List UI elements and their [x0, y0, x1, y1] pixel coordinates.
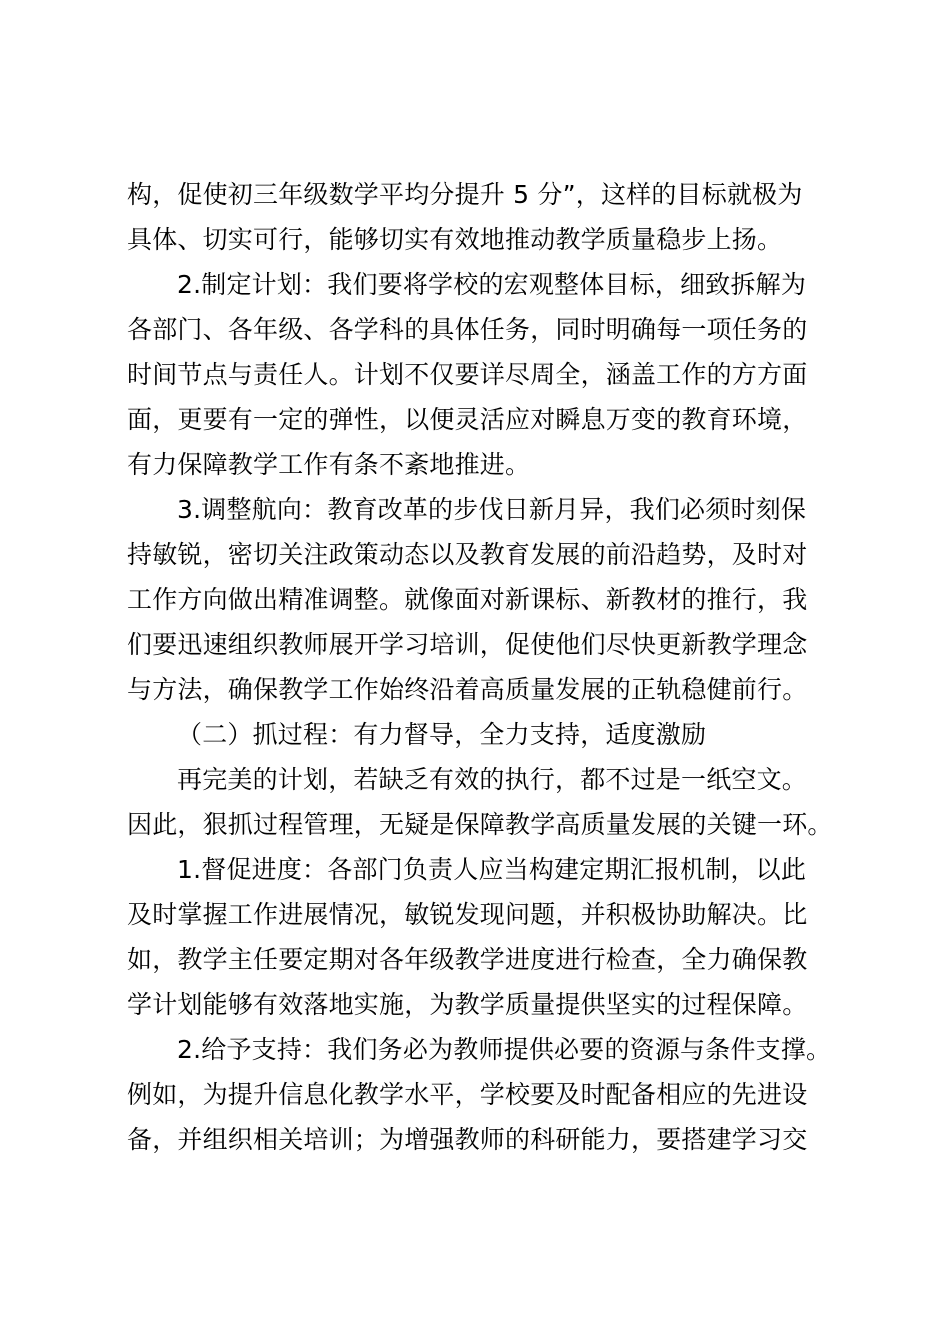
- text-line: 与方法，确保教学工作始终沿着高质量发展的正轨稳健前行。: [127, 675, 808, 704]
- text-line: 各部门、各年级、各学科的具体任务，同时明确每一项任务的: [127, 315, 808, 344]
- text-line: 有力保障教学工作有条不紊地推进。: [127, 450, 531, 479]
- paragraph-start: 再完美的计划，若缺乏有效的执行，都不过是一纸空文。: [177, 765, 808, 794]
- text-line: 持敏锐，密切关注政策动态以及教育发展的前沿趋势，及时对: [127, 540, 808, 569]
- paragraph-start: 3.调整航向：教育改革的步伐日新月异，我们必须时刻保: [177, 495, 807, 524]
- document-body: [127, 172, 847, 1162]
- text-line: 工作方向做出精准调整。就像面对新课标、新教材的推行，我: [127, 585, 808, 614]
- text-line: 备，并组织相关培训；为增强教师的科研能力，要搭建学习交: [127, 1125, 808, 1154]
- text-line: 具体、切实可行，能够切实有效地推动教学质量稳步上扬。: [127, 225, 783, 254]
- text-line: 例如，为提升信息化教学水平，学校要及时配备相应的先进设: [127, 1080, 808, 1109]
- paragraph-start: 1.督促进度：各部门负责人应当构建定期汇报机制，以此: [177, 855, 807, 884]
- text-line: 如，教学主任要定期对各年级教学进度进行检查，全力确保教: [127, 945, 808, 974]
- text-line: 构，促使初三年级数学平均分提升 5 分”，这样的目标就极为: [127, 180, 803, 209]
- text-line: 们要迅速组织教师展开学习培训，促使他们尽快更新教学理念: [127, 630, 808, 659]
- paragraph-start: 2.制定计划：我们要将学校的宏观整体目标，细致拆解为: [177, 270, 807, 299]
- text-line: 时间节点与责任人。计划不仅要详尽周全，涵盖工作的方方面: [127, 360, 808, 389]
- section-heading: （二）抓过程：有力督导，全力支持，适度激励: [177, 720, 707, 749]
- text-line: 面，更要有一定的弹性，以便灵活应对瞬息万变的教育环境，: [127, 405, 808, 434]
- text-line: 学计划能够有效落地实施，为教学质量提供坚实的过程保障。: [127, 990, 808, 1019]
- text-line: 因此，狠抓过程管理，无疑是保障教学高质量发展的关键一环。: [127, 810, 833, 839]
- text-line: 及时掌握工作进展情况，敏锐发现问题，并积极协助解决。比: [127, 900, 808, 929]
- paragraph-start: 2.给予支持：我们务必为教师提供必要的资源与条件支撑。: [177, 1035, 832, 1064]
